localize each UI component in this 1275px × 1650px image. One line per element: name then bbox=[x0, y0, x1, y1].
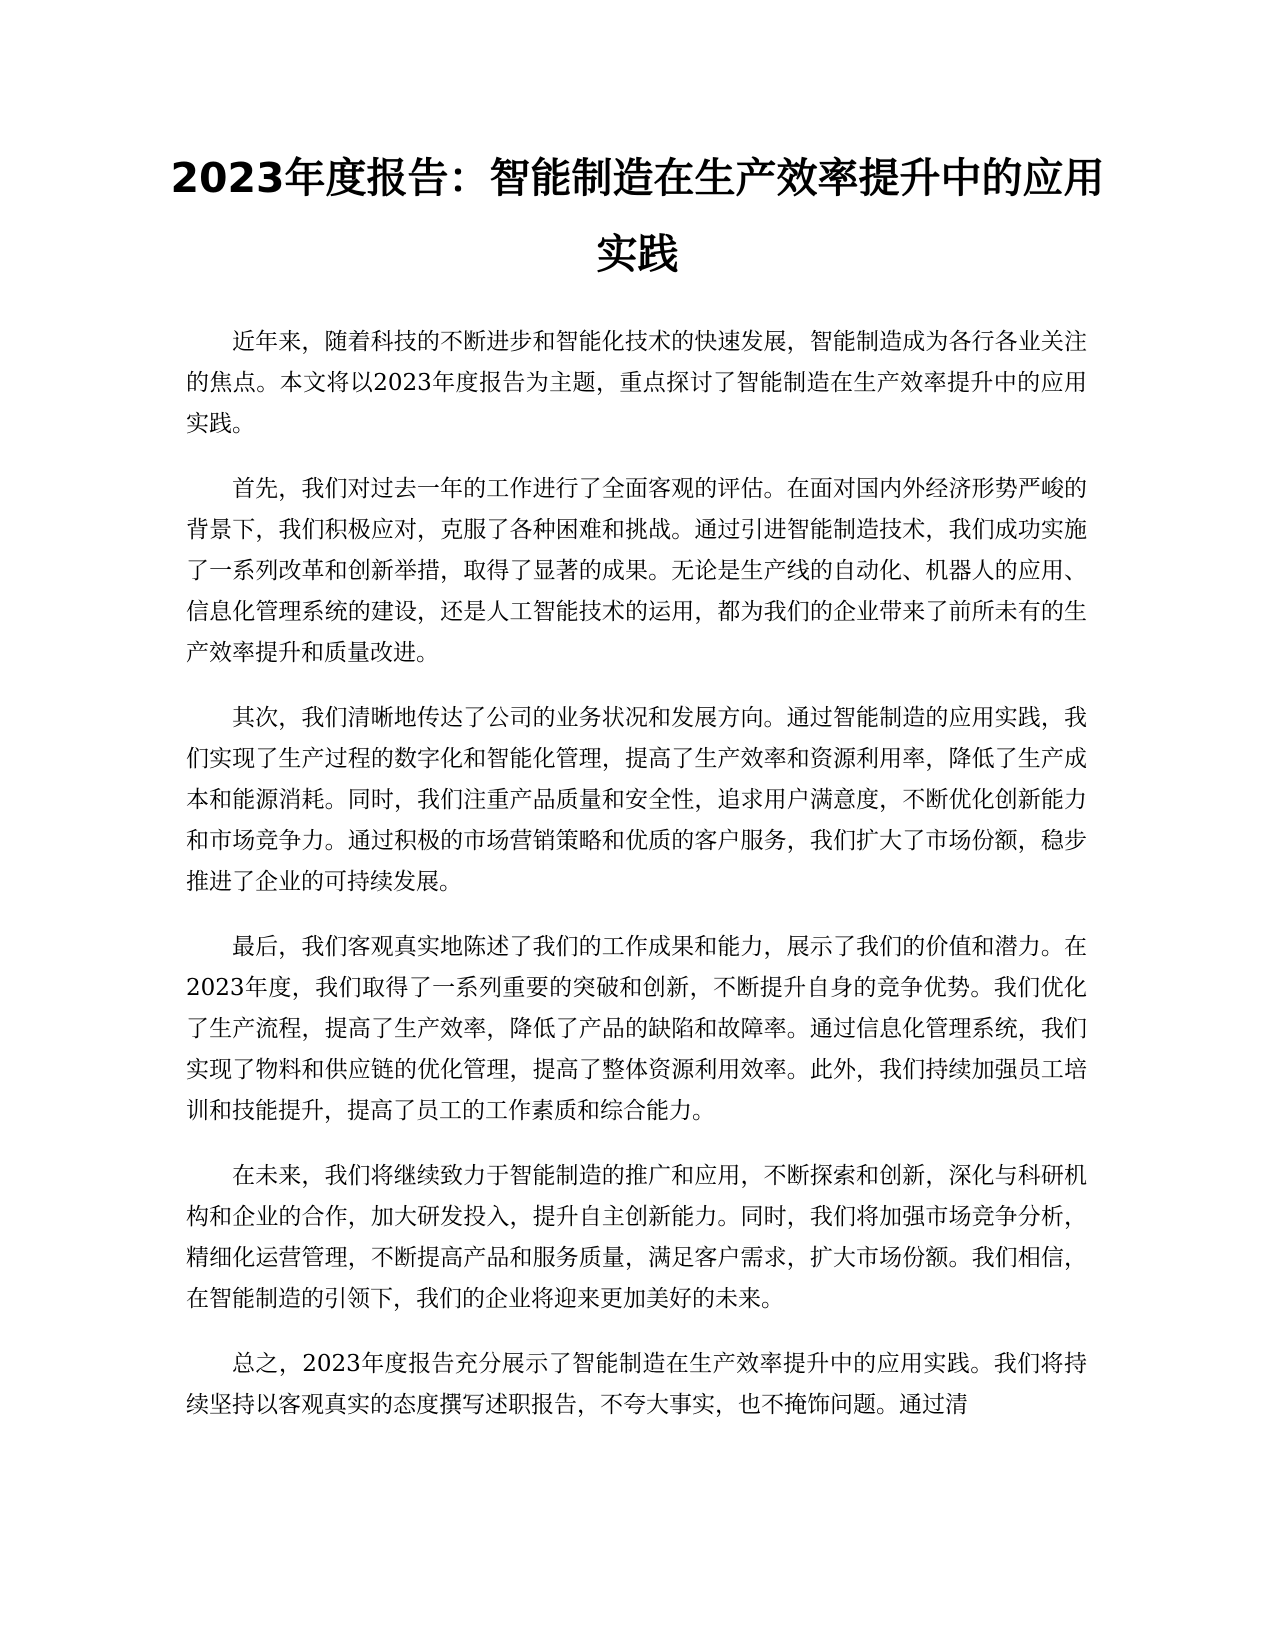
paragraph-3: 其次，我们清晰地传达了公司的业务状况和发展方向。通过智能制造的应用实践，我们实现了生产过程的数字化和智能化管理，提高了生产效率和资源利用率，降低了生产成本和能源消耗。同时，我们注重产品质量和安全性，追求用户满意度，不断优化创新能力和市场竞争力。通过积极的市场营销策略和优质的客户服务，我们扩大了市场份额，稳步推进了企业的可持续发展。 bbox=[186, 705, 1087, 895]
paragraph-2: 首先，我们对过去一年的工作进行了全面客观的评估。在面对国内外经济形势严峻的背景下，我们积极应对，克服了各种困难和挑战。通过引进智能制造技术，我们成功实施了一系列改革和创新举措，取得了显著的成果。无论是生产线的自动化、机器人的应用、信息化管理系统的建设，还是人工智能技术的运用，都为我们的企业带来了前所未有的生产效率提升和质量改进。 bbox=[186, 476, 1087, 666]
paragraph-5: 在未来，我们将继续致力于智能制造的推广和应用，不断探索和创新，深化与科研机构和企业的合作，加大研发投入，提升自主创新能力。同时，我们将加强市场竞争分析，精细化运营管理，不断提高产品和服务质量，满足客户需求，扩大市场份额。我们相信，在智能制造的引领下，我们的企业将迎来更加美好的未来。 bbox=[186, 1163, 1087, 1312]
document-body bbox=[186, 322, 1087, 1450]
document-title: 2023年度报告：智能制造在生产效率提升中的应用实践 bbox=[170, 154, 1105, 278]
paragraph-4: 最后，我们客观真实地陈述了我们的工作成果和能力，展示了我们的价值和潜力。在2023年度，我们取得了一系列重要的突破和创新，不断提升自身的竞争优势。我们优化了生产流程，提高了生产效率，降低了产品的缺陷和故障率。通过信息化管理系统，我们实现了物料和供应链的优化管理，提高了整体资源利用效率。此外，我们持续加强员工培训和技能提升，提高了员工的工作素质和综合能力。 bbox=[186, 934, 1087, 1124]
paragraph-6: 总之，2023年度报告充分展示了智能制造在生产效率提升中的应用实践。我们将持续坚持以客观真实的态度撰写述职报告，不夸大事实，也不掩饰问题。通过清 bbox=[186, 1351, 1087, 1418]
paragraph-1: 近年来，随着科技的不断进步和智能化技术的快速发展，智能制造成为各行各业关注的焦点。本文将以2023年度报告为主题，重点探讨了智能制造在生产效率提升中的应用实践。 bbox=[186, 329, 1087, 437]
